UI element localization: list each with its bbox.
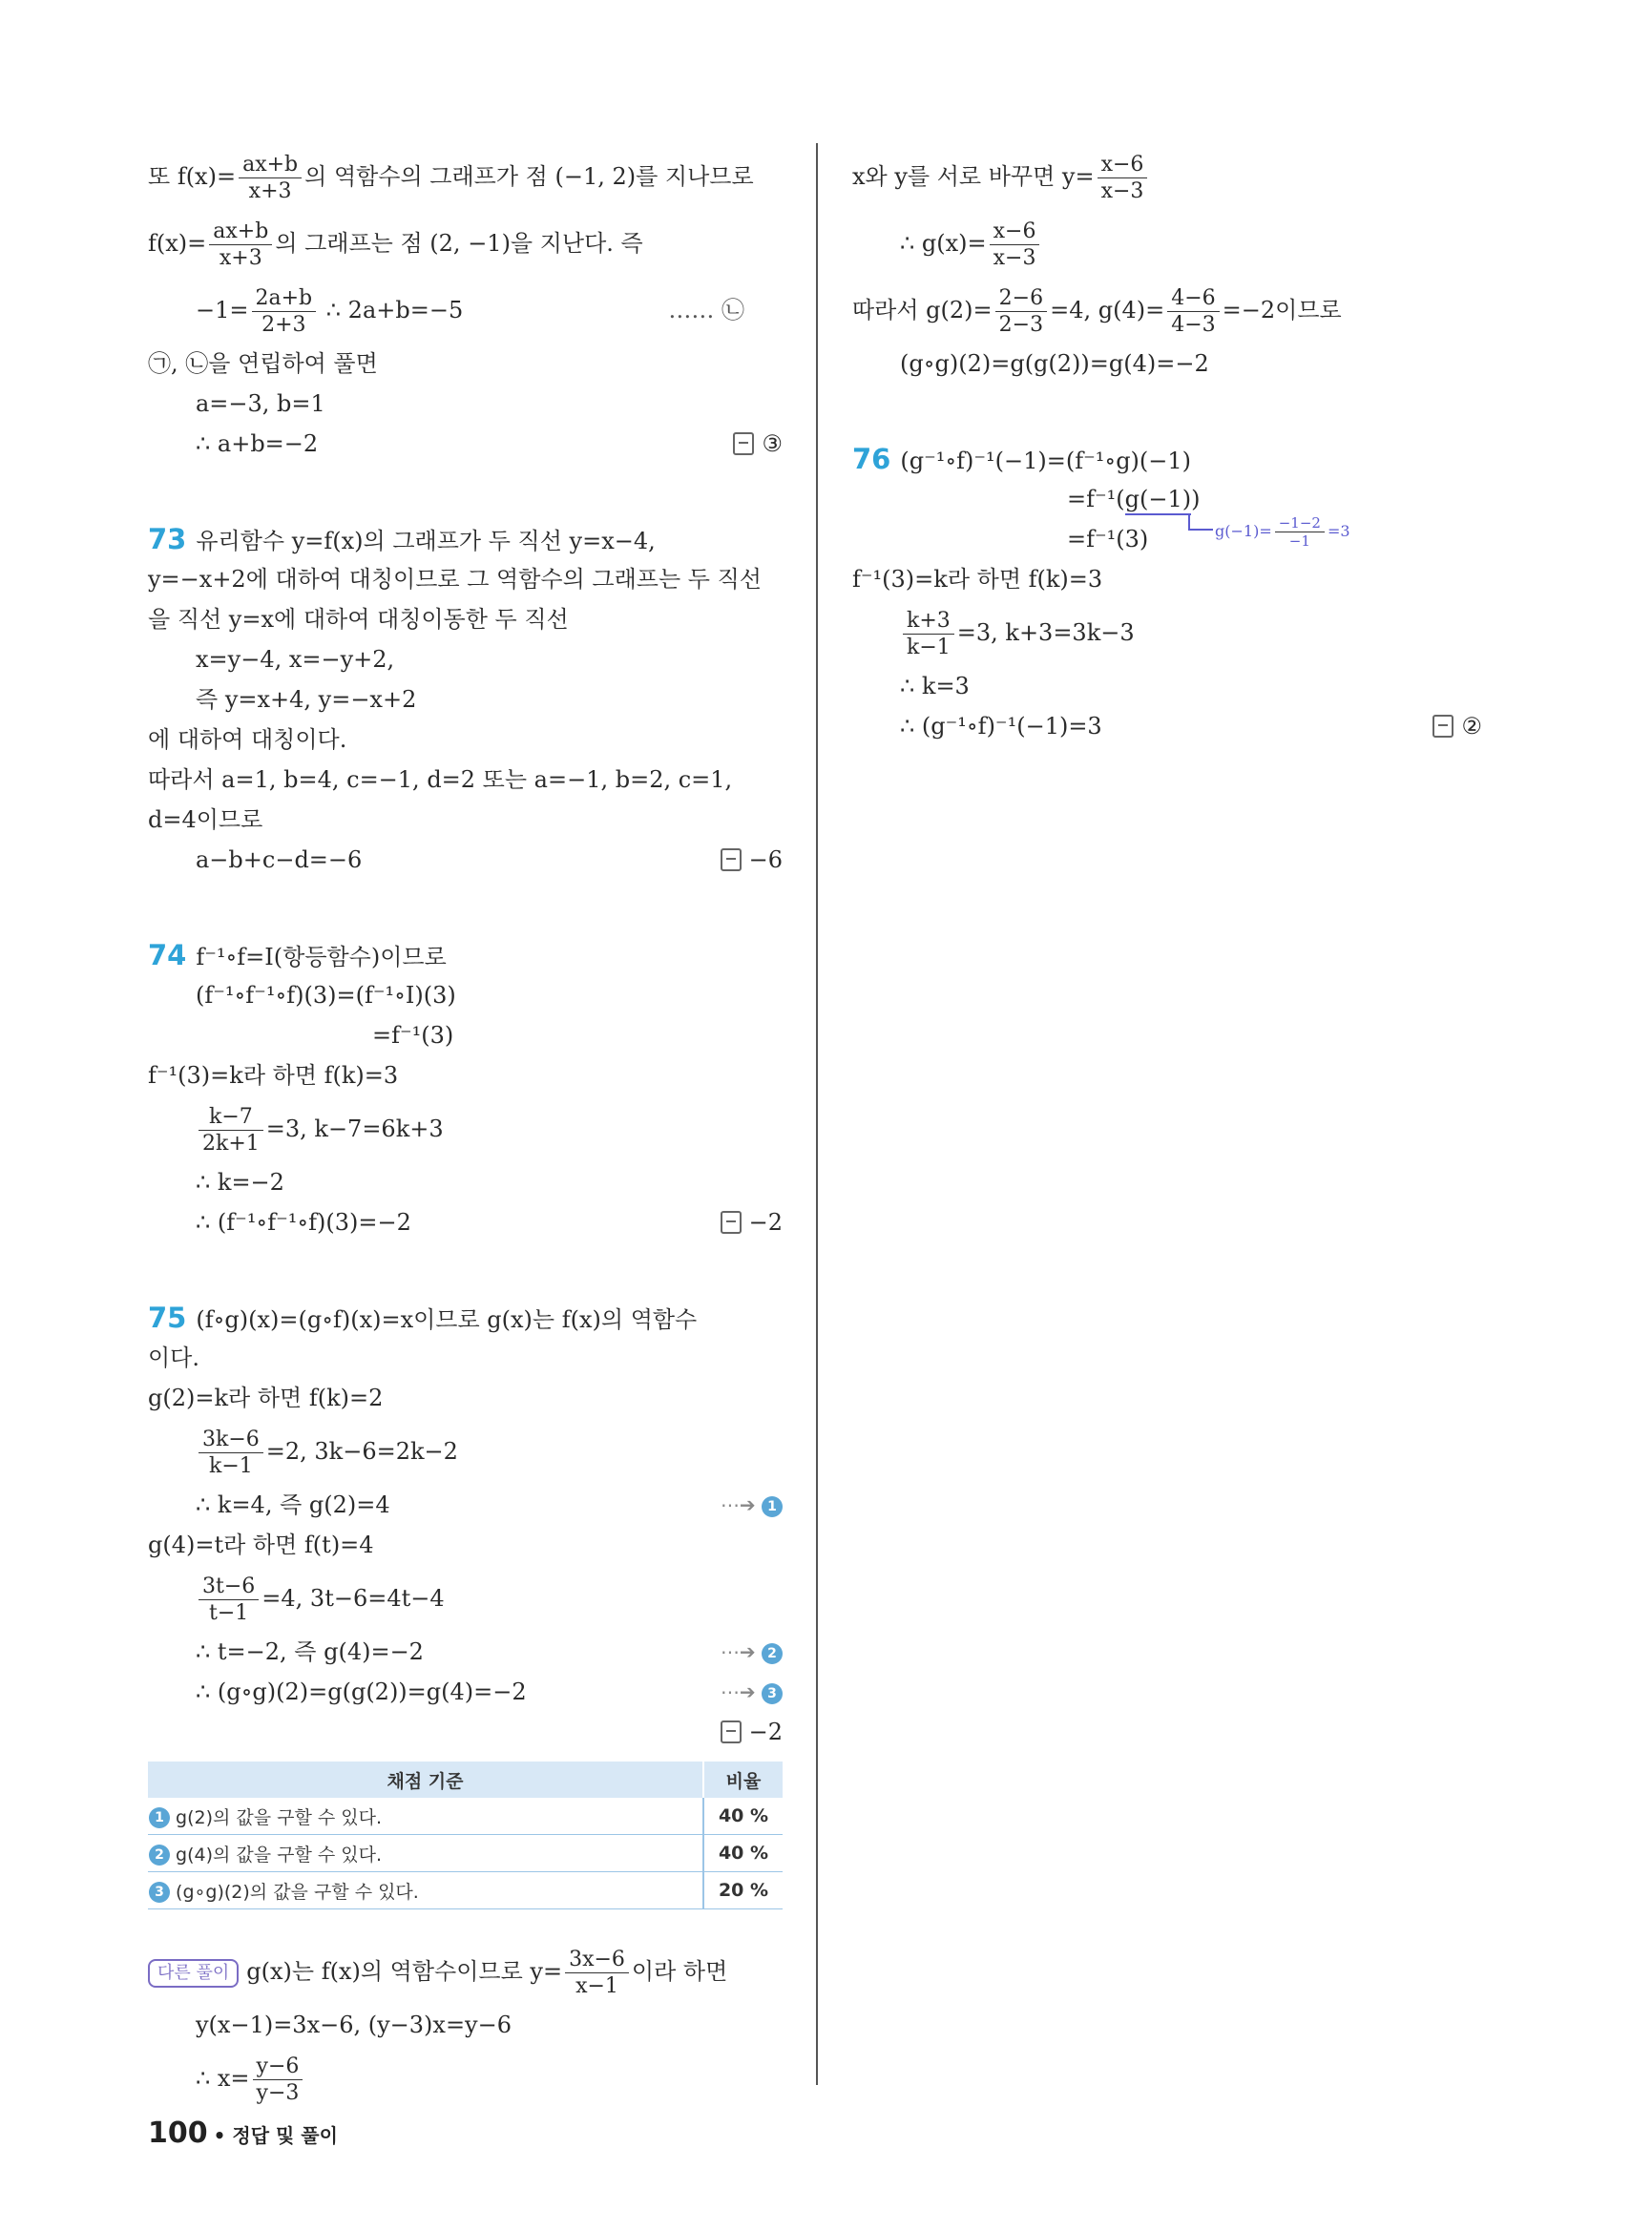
fraction xyxy=(253,2054,303,2106)
numerator: k−7 xyxy=(199,1104,263,1131)
text-line: 을 직선 y=x에 대하여 대칭이동한 두 직선 xyxy=(148,606,569,633)
spacer xyxy=(148,464,783,519)
text: ∴ x= xyxy=(196,2065,250,2092)
text-line: ∴ k=−2 xyxy=(196,1169,284,1196)
text-line xyxy=(852,143,1482,210)
text-line xyxy=(852,479,1482,519)
text-line xyxy=(852,277,1482,344)
step-circle: 1 xyxy=(762,1496,783,1517)
step-circle: 2 xyxy=(149,1845,170,1866)
text-line: ∴ k=3 xyxy=(900,673,970,699)
fraction xyxy=(1167,285,1219,338)
step-circle: 3 xyxy=(149,1882,170,1903)
text-line xyxy=(148,1418,783,1485)
text-line xyxy=(148,1202,783,1242)
text-line: y(x−1)=3x−6, (y−3)x=y−6 xyxy=(196,2012,512,2038)
step-circle: 3 xyxy=(762,1683,783,1704)
answer xyxy=(721,1202,783,1242)
fraction xyxy=(990,219,1040,271)
spacer xyxy=(852,384,1482,439)
text-line xyxy=(148,1485,783,1525)
text-line: 에 대하여 대칭이다. xyxy=(148,726,347,753)
text-line: f⁻¹(3)=k라 하면 f(k)=3 xyxy=(148,1062,399,1089)
text-line: 즉 y=x+4, y=−x+2 xyxy=(196,686,417,713)
denominator: x+3 xyxy=(219,246,262,270)
ratio-cell: 40 % xyxy=(703,1798,783,1835)
question-number: 73 xyxy=(148,523,187,555)
ratio-cell: 20 % xyxy=(703,1872,783,1909)
text-line: g(2)=k라 하면 f(k)=2 xyxy=(148,1385,384,1411)
text: 의 그래프는 점 (2, −1)을 지난다. 즉 xyxy=(275,230,643,257)
text-line: g(4)=t라 하면 f(t)=4 xyxy=(148,1532,374,1558)
grading-criteria-table xyxy=(148,1762,783,1909)
text: (g⁻¹∘f)⁻¹(−1)=(f⁻¹∘g)(−1) xyxy=(900,448,1192,474)
text: a−b+c−d=−6 xyxy=(196,846,363,873)
text-line xyxy=(148,1298,783,1338)
fraction xyxy=(199,1427,263,1479)
answer-icon xyxy=(1432,715,1453,738)
step-marker: ⋯➔ 3 xyxy=(721,1672,783,1712)
text-line xyxy=(148,1938,783,2005)
question-number: 74 xyxy=(148,939,187,971)
spacer xyxy=(148,880,783,935)
text-line xyxy=(148,277,783,344)
answer xyxy=(721,840,783,880)
denominator: 4−3 xyxy=(1171,313,1216,337)
text-line: 따라서 a=1, b=4, c=−1, d=2 또는 a=−1, b=2, c=1, xyxy=(148,766,733,793)
fraction xyxy=(209,219,272,271)
text-line xyxy=(148,2045,783,2112)
denominator: t−1 xyxy=(209,1601,249,1625)
fraction xyxy=(199,1104,263,1157)
step-circle: 2 xyxy=(762,1643,783,1664)
text-line: (g∘g)(2)=g(g(2))=g(4)=−2 xyxy=(900,350,1209,377)
denominator: k−1 xyxy=(907,636,951,659)
text: =3, k+3=3k−3 xyxy=(956,619,1135,646)
text-line xyxy=(148,1712,783,1752)
text-line xyxy=(852,706,1482,746)
text: ∴ t=−2, 즉 g(4)=−2 xyxy=(196,1638,424,1665)
criteria-cell xyxy=(148,1872,703,1909)
text: ∴ (g∘g)(2)=g(g(2))=g(4)=−2 xyxy=(196,1678,527,1705)
text: 의 역함수의 그래프가 점 (−1, 2)를 지나므로 xyxy=(304,163,754,190)
spacer xyxy=(148,1909,783,1938)
text: =2, 3k−6=2k−2 xyxy=(265,1438,458,1465)
text: x와 y를 서로 바꾸면 y= xyxy=(852,163,1095,190)
answer xyxy=(721,1712,783,1752)
numerator: y−6 xyxy=(253,2054,303,2080)
criteria-text: (g∘g)(2)의 값을 구할 수 있다. xyxy=(176,1881,419,1903)
right-column xyxy=(852,143,1482,746)
question-number: 76 xyxy=(852,443,891,475)
answer xyxy=(733,424,783,464)
numerator: 3t−6 xyxy=(199,1574,259,1600)
denominator: 2+3 xyxy=(261,313,306,337)
table-header-row xyxy=(148,1762,783,1798)
text: =4, g(4)= xyxy=(1050,297,1165,323)
numerator: ax+b xyxy=(209,219,272,245)
text: =−2이므로 xyxy=(1222,297,1342,323)
side-note xyxy=(1215,511,1350,552)
text: 또 f(x)= xyxy=(148,163,237,190)
text-line: x=y−4, x=−y+2, xyxy=(196,646,395,673)
answer-value: ② xyxy=(1461,713,1482,740)
denominator: y−3 xyxy=(256,2081,300,2105)
ratio-cell: 40 % xyxy=(703,1835,783,1872)
underlined-term: g(−1) xyxy=(1125,486,1191,515)
numerator: k+3 xyxy=(903,608,954,635)
denominator: k−1 xyxy=(209,1454,253,1478)
denominator: 2k+1 xyxy=(202,1132,260,1156)
note-bracket xyxy=(1188,515,1213,531)
text: ∴ a+b=−2 xyxy=(196,430,319,457)
question-number: 75 xyxy=(148,1302,187,1334)
text-line: (f⁻¹∘f⁻¹∘f)(3)=(f⁻¹∘I)(3) xyxy=(196,982,456,1009)
text-line xyxy=(148,424,783,464)
answer-icon xyxy=(721,1720,742,1743)
text: 유리함수 y=f(x)의 그래프가 두 직선 y=x−4, xyxy=(196,528,656,554)
text-line: ㉠, ㉡을 연립하여 풀면 xyxy=(148,350,378,377)
table-row xyxy=(148,1798,783,1835)
left-column xyxy=(148,143,783,2112)
fraction xyxy=(252,285,317,338)
text: =3, k−7=6k+3 xyxy=(265,1116,444,1142)
answer-icon xyxy=(721,848,742,871)
text: =4, 3t−6=4t−4 xyxy=(261,1585,445,1612)
criteria-text: g(2)의 값을 구할 수 있다. xyxy=(176,1806,383,1828)
numerator: 3x−6 xyxy=(565,1947,629,1973)
text-line xyxy=(148,1672,783,1712)
text-line: =f⁻¹(3) xyxy=(372,1022,454,1049)
text: =f⁻¹( xyxy=(1067,486,1125,512)
numerator: x−6 xyxy=(1098,152,1148,178)
fraction xyxy=(239,152,302,204)
step-circle: 1 xyxy=(149,1807,170,1828)
text: f(x)= xyxy=(148,230,207,257)
fraction xyxy=(1275,514,1325,550)
text: ∴ (g⁻¹∘f)⁻¹(−1)=3 xyxy=(900,713,1102,740)
text: ∴ k=4, 즉 g(2)=4 xyxy=(196,1491,390,1518)
column-divider xyxy=(816,143,818,2085)
denominator: −1 xyxy=(1288,532,1310,550)
text-line: f⁻¹(3)=k라 하면 f(k)=3 xyxy=(852,566,1103,593)
numerator: −1−2 xyxy=(1275,514,1325,532)
text-line: d=4이므로 xyxy=(148,806,263,833)
spacer xyxy=(148,1242,783,1298)
table-row xyxy=(148,1872,783,1909)
alternative-solution-tag: 다른 풀이 xyxy=(148,1959,239,1988)
text: ∴ g(x)= xyxy=(900,230,987,257)
footer-label: • 정답 및 풀이 xyxy=(213,2124,338,2147)
answer xyxy=(1432,706,1482,746)
text: −1= xyxy=(196,297,249,323)
text: ∴ 2a+b=−5 xyxy=(319,297,464,323)
fraction xyxy=(565,1947,629,1999)
fraction xyxy=(995,285,1047,338)
page-number: 100 xyxy=(148,2116,208,2150)
text-line xyxy=(852,439,1482,479)
text-line xyxy=(852,210,1482,277)
fraction xyxy=(199,1574,259,1626)
denominator: x−1 xyxy=(575,1974,618,1998)
answer-value: −2 xyxy=(748,1209,783,1236)
text: g(x)는 f(x)의 역함수이므로 y= xyxy=(246,1958,563,1985)
numerator: 3k−6 xyxy=(199,1427,263,1453)
answer-icon xyxy=(721,1211,742,1234)
text-line xyxy=(148,840,783,880)
numerator: 2−6 xyxy=(995,285,1047,312)
fraction xyxy=(1098,152,1148,204)
text-line xyxy=(148,143,783,210)
criteria-cell xyxy=(148,1835,703,1872)
criteria-cell xyxy=(148,1798,703,1835)
answer-value: ③ xyxy=(762,430,783,457)
equation-marker: …… ㉡ xyxy=(668,297,744,323)
text: =3 xyxy=(1327,522,1350,540)
text: (f∘g)(x)=(g∘f)(x)=x이므로 g(x)는 f(x)의 역함수 xyxy=(196,1306,698,1333)
table-row xyxy=(148,1835,783,1872)
text-line: y=−x+2에 대하여 대칭이므로 그 역함수의 그래프는 두 직선 xyxy=(148,566,762,593)
step-marker: ⋯➔ 1 xyxy=(721,1485,783,1525)
answer-value: −2 xyxy=(748,1719,783,1745)
text-line xyxy=(148,1565,783,1632)
text: =f⁻¹(3) xyxy=(1067,526,1149,553)
numerator: 4−6 xyxy=(1167,285,1219,312)
answer-value: −6 xyxy=(748,846,783,873)
numerator: ax+b xyxy=(239,152,302,178)
text-line: a=−3, b=1 xyxy=(196,390,325,417)
criteria-text: g(4)의 값을 구할 수 있다. xyxy=(176,1844,383,1866)
text-line xyxy=(148,935,783,975)
text-line xyxy=(148,210,783,277)
text-line: 이다. xyxy=(148,1345,199,1371)
text: f⁻¹∘f=I(항등함수)이므로 xyxy=(196,944,447,970)
step-marker: ⋯➔ 2 xyxy=(721,1632,783,1672)
text-line xyxy=(852,514,1482,559)
ratio-header: 비율 xyxy=(703,1762,783,1798)
text-line xyxy=(852,599,1482,666)
denominator: x+3 xyxy=(248,179,292,203)
numerator: x−6 xyxy=(990,219,1040,245)
text: 이라 하면 xyxy=(631,1958,728,1985)
text: ) xyxy=(1191,486,1201,512)
fraction xyxy=(903,608,954,660)
text-line xyxy=(148,1095,783,1162)
denominator: x−3 xyxy=(1100,179,1144,203)
numerator: 2a+b xyxy=(252,285,317,312)
text: g(−1)= xyxy=(1215,522,1272,540)
text-line xyxy=(148,519,783,559)
denominator: x−3 xyxy=(993,246,1036,270)
page-footer xyxy=(148,2116,338,2150)
denominator: 2−3 xyxy=(998,313,1044,337)
criteria-header: 채점 기준 xyxy=(148,1762,703,1798)
text: ∴ (f⁻¹∘f⁻¹∘f)(3)=−2 xyxy=(196,1209,411,1236)
answer-icon xyxy=(733,432,754,455)
text: 따라서 g(2)= xyxy=(852,297,993,323)
text-line xyxy=(148,1632,783,1672)
